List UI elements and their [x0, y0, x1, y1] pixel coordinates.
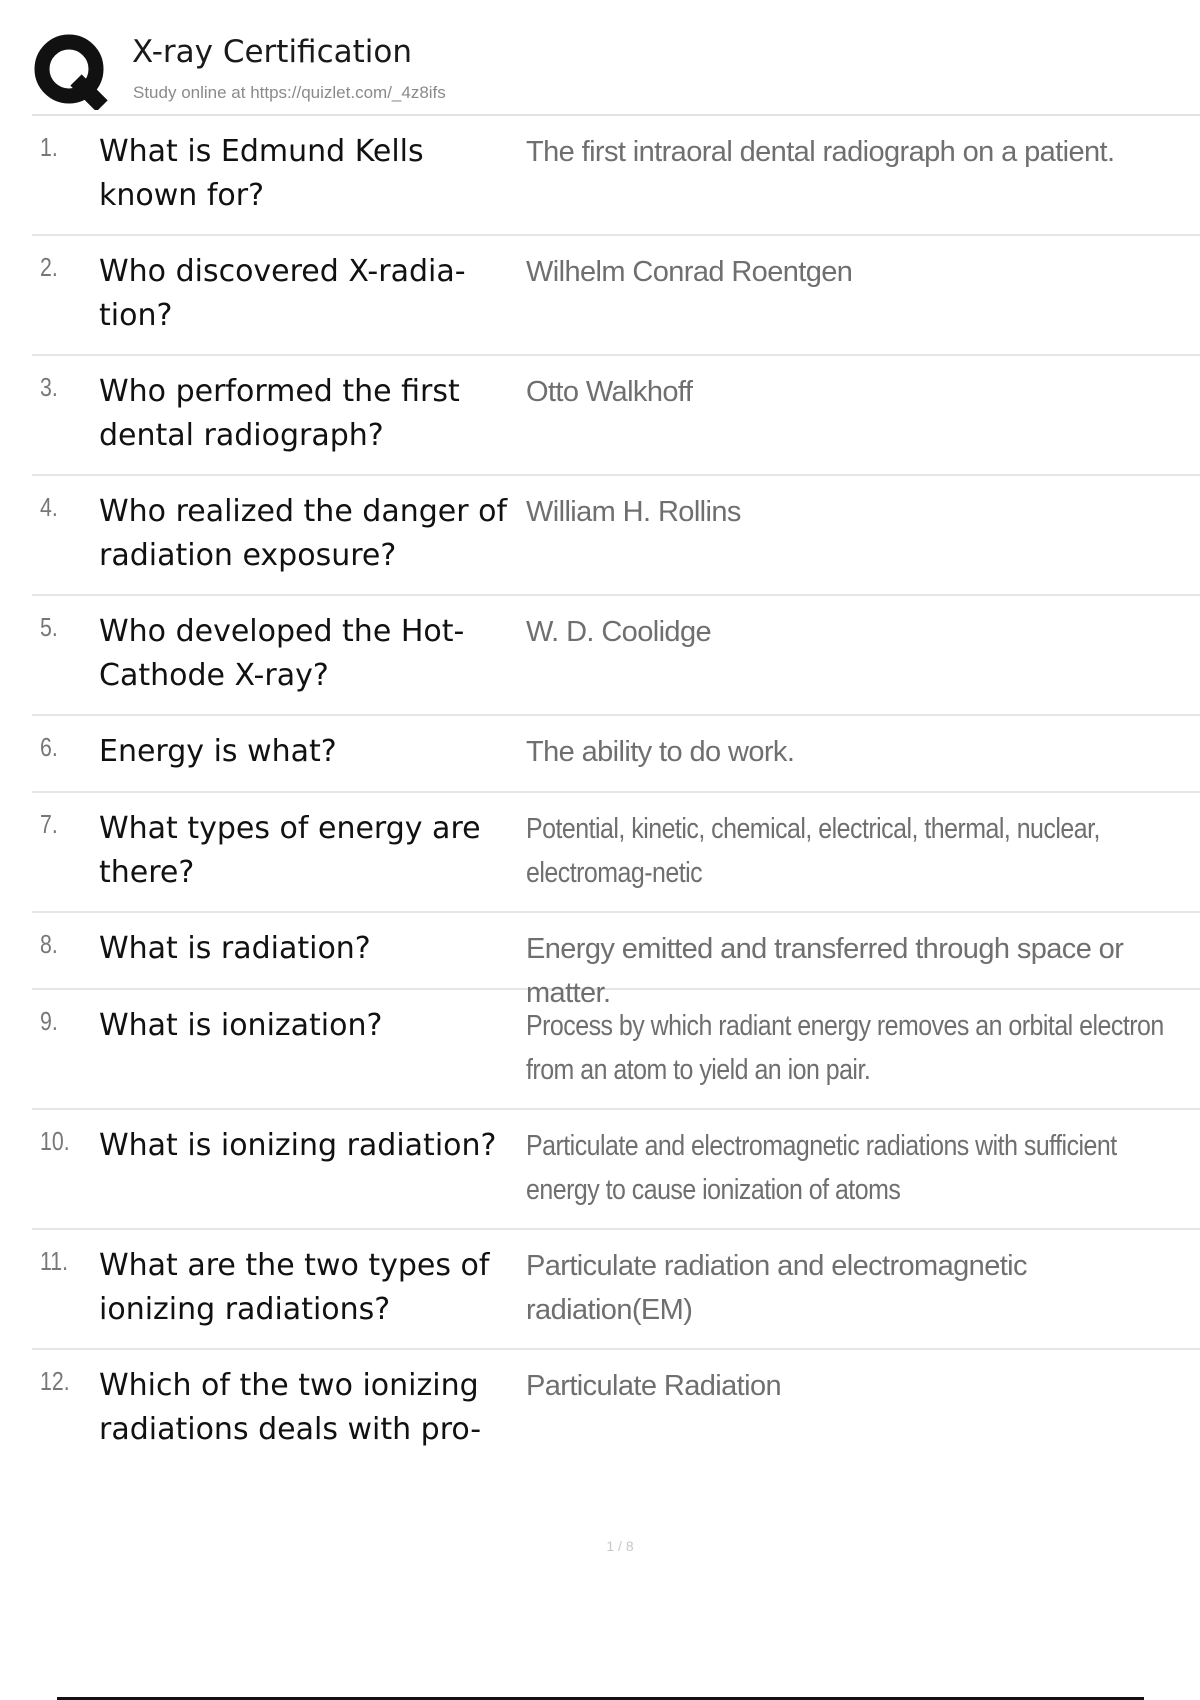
card-question: Which of the two ionizing radiations deals with pro- — [99, 1368, 482, 1447]
flashcard-row — [32, 596, 1200, 716]
card-number: 9. — [40, 1006, 58, 1036]
card-question: What are the two types of ionizing radiations? — [99, 1248, 490, 1327]
card-answer: Potential, kinetic, chemical, electrical, thermal, nuclear, electromag-netic — [526, 813, 1100, 889]
card-number: 8. — [40, 929, 58, 959]
card-number: 12. — [40, 1366, 70, 1396]
card-answer: The ability to do work. — [526, 736, 795, 768]
card-answer: Particulate radiation and electromagnetic radiation(EM) — [526, 1250, 1027, 1326]
page-number: 1 / 8 — [606, 1538, 634, 1554]
flashcard-row — [32, 116, 1200, 236]
card-answer: Particulate and electromagnetic radiations with sufficient energy to cause ionization of atoms — [526, 1130, 1117, 1206]
card-number: 10. — [40, 1126, 70, 1156]
flashcard-row — [32, 356, 1200, 476]
card-question: What is ionizing radiation? — [99, 1128, 497, 1163]
card-number: 3. — [40, 372, 58, 402]
flashcard-row — [32, 1350, 1200, 1490]
card-answer: Process by which radiant energy removes an orbital electron from an atom to yield an ion pair. — [526, 1010, 1164, 1086]
quizlet-logo-icon — [32, 32, 110, 110]
flashcard-row — [32, 793, 1200, 913]
card-question: Who developed the Hot-Cathode X-ray? — [99, 614, 465, 693]
card-number: 1. — [40, 132, 58, 162]
flashcard-row — [32, 1110, 1200, 1230]
flashcard-row — [32, 990, 1200, 1110]
card-answer: Particulate Radiation — [526, 1370, 781, 1402]
page-title: X-ray Certification — [132, 34, 412, 70]
card-answer: William H. Rollins — [526, 496, 741, 528]
card-number: 5. — [40, 612, 58, 642]
card-question: Energy is what? — [99, 734, 337, 769]
card-answer: Wilhelm Conrad Roentgen — [526, 256, 853, 288]
card-answer: W. D. Coolidge — [526, 616, 712, 648]
card-question: Who performed the first dental radiograph? — [99, 374, 460, 453]
flashcard-row — [32, 476, 1200, 596]
card-number: 2. — [40, 252, 58, 282]
card-number: 7. — [40, 809, 58, 839]
card-number: 4. — [40, 492, 58, 522]
card-question: What types of energy are there? — [99, 811, 481, 890]
card-question: What is Edmund Kells known for? — [99, 134, 424, 213]
flashcard-row — [32, 913, 1200, 1009]
flashcard-row — [32, 1230, 1200, 1350]
flashcard-list — [32, 116, 1200, 1490]
flashcard-row — [32, 236, 1200, 356]
card-question: What is ionization? — [99, 1008, 383, 1043]
header — [32, 30, 1200, 116]
card-number: 11. — [40, 1246, 69, 1276]
card-answer: The first intraoral dental radiograph on a patient. — [526, 136, 1115, 168]
study-online-link[interactable]: Study online at https://quizlet.com/_4z8ifs — [133, 83, 446, 102]
flashcard-row — [32, 716, 1200, 793]
card-number: 6. — [40, 732, 58, 762]
card-answer: Otto Walkhoff — [526, 376, 693, 408]
card-question: What is radiation? — [99, 931, 371, 966]
card-answer: Energy emitted and transferred through space or matter. — [526, 933, 1124, 1009]
card-question: Who discovered X-radia-tion? — [99, 254, 466, 333]
card-question: Who realized the danger of radiation exposure? — [99, 494, 508, 573]
